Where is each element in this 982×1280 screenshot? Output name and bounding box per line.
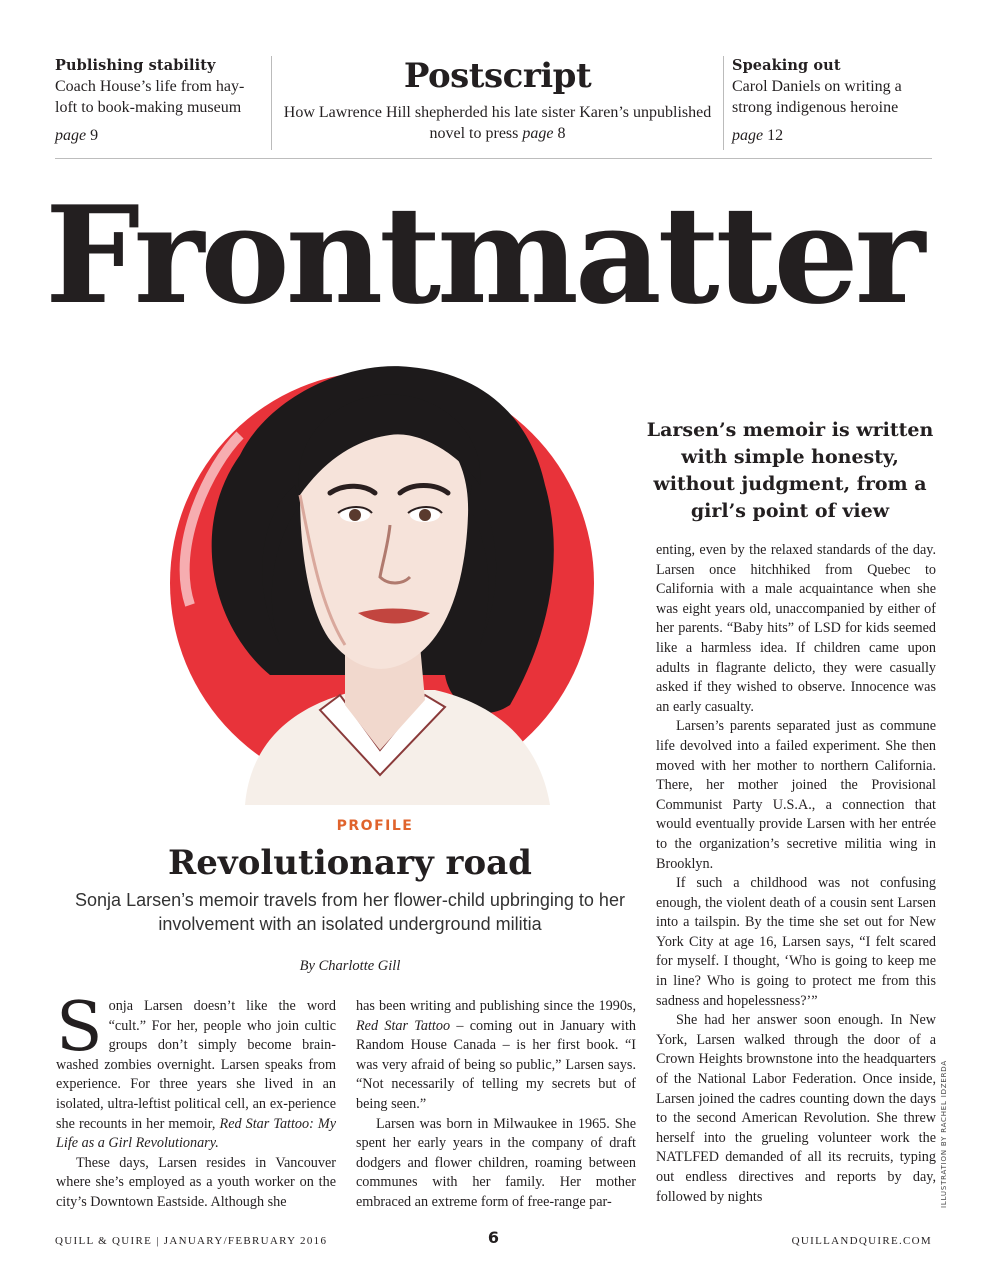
- teaser-middle-title: Postscript: [403, 56, 592, 96]
- page-number: 6: [487, 1228, 500, 1247]
- article-byline: By Charlotte Gill: [299, 958, 401, 974]
- paragraph: enting, even by the relaxed standards of the day. Larsen once hitchhiked from Quebec to California with a male acquaintance when she was eight years old, unaccompanied by either of her parents. “Baby hits” of LSD for kids seemed like a harmless idea. If children came upon adults in flagrante delicto, they were casually asked if they wished to observe. Innocence was an early casualty.: [656, 542, 936, 715]
- paragraph: These days, Larsen resides in Vancouver where she’s employed as a youth worker on the city’s Downtown Eastside. Although she: [56, 1154, 336, 1210]
- teaser-middle[interactable]: [271, 56, 724, 150]
- section-masthead: Frontmatter: [45, 176, 922, 334]
- teaser-right[interactable]: [732, 56, 942, 146]
- paragraph: If such a childhood was not confusing enough, the violent death of a cousin sent Larsen into a tailspin. By the time she set out for New York City at age 16, Larsen says, “I felt scared for myself. I thought, ‘Who is going to keep me in line? Who is going to protect me from this sadness and hopelessness?’”: [656, 875, 936, 1009]
- teaser-right-page: page 12: [732, 127, 784, 144]
- teaser-strip: [55, 56, 932, 150]
- article-kicker: PROFILE: [336, 818, 414, 834]
- teaser-left[interactable]: [55, 56, 265, 146]
- article-column-2: [356, 997, 636, 1213]
- teaser-left-label: Publishing stability: [55, 57, 216, 74]
- article-headline: Revolutionary road: [168, 843, 532, 883]
- article-dek: Sonja Larsen’s memoir travels from her flower-child upbringing to her involvement with an isolated underground militia: [75, 890, 625, 934]
- teaser-right-label: Speaking out: [732, 57, 841, 74]
- paragraph: Larsen was born in Milwaukee in 1965. She spent her early years in the company of draft dodgers and flower children, roaming between communes with her family. Her mother embraced an extreme form of free-range par-: [356, 1115, 636, 1210]
- drop-cap: S: [56, 988, 103, 1067]
- footer-website-link[interactable]: QUILLANDQUIRE.COM: [791, 1235, 932, 1247]
- teaser-right-body: Carol Daniels on writing a strong indigenous heroine: [732, 78, 902, 116]
- paragraph: has been writing and publishing since the 1990s, Red Star Tattoo – coming out in January with Random House Canada – is her first book. “I was very afraid of being so public,” Larsen says. “Not necessarily of telling my secrets but of being seen.”: [356, 998, 636, 1112]
- teaser-middle-body: How Lawrence Hill shepherded his late sister Karen’s unpublished novel to press page 8: [283, 104, 712, 142]
- top-divider: [55, 158, 932, 159]
- teaser-left-page: page 9: [55, 127, 99, 144]
- paragraph: Sonja Larsen doesn’t like the word “cult.” For her, people who join cultic groups don’t simply become brain-washed zombies overnight. Larsen speaks from experience. For three years she lived in an isolated, ultra-leftist political cell, an ex-perience she recounts in her memoir, Red Star Tattoo: My Life as a Girl Revolutionary.: [56, 988, 337, 1152]
- footer-publication: QUILL & QUIRE | JANUARY/FEBRUARY 2016: [55, 1235, 328, 1247]
- page-footer: [55, 1228, 932, 1252]
- paragraph: Larsen’s parents separated just as commune life devolved into a failed experiment. She then moved with her mother to northern California. There, her mother joined the Provisional Communist Party U.S.A., a connection that would eventually provide Larsen with her entrée to the organization’s secretive militia wing in Brooklyn.: [656, 718, 936, 872]
- portrait-illustration: [150, 345, 600, 810]
- paragraph: She had her answer soon enough. In New York, Larsen walked through the door of a Crown Heights brownstone into the headquarters of the National Labor Federation. Once inside, Larsen joined the cadres counting down the days to the second American Revolution. She threw herself into the grueling volunteer work the NATLFED demanded of all its recruits, typing out endless directives and reports by day, followed by nights: [656, 1012, 936, 1205]
- illustration-credit: ILLUSTRATION BY RACHEL IDZERDA: [940, 1060, 948, 1208]
- article-column-1: [56, 988, 337, 1213]
- pull-quote: Larsen’s memoir is written with simple honesty, without judgment, from a girl’s point of view: [646, 419, 934, 522]
- teaser-left-body: Coach House’s life from hay-loft to book-making museum: [55, 78, 245, 116]
- article-column-3: [656, 541, 936, 1207]
